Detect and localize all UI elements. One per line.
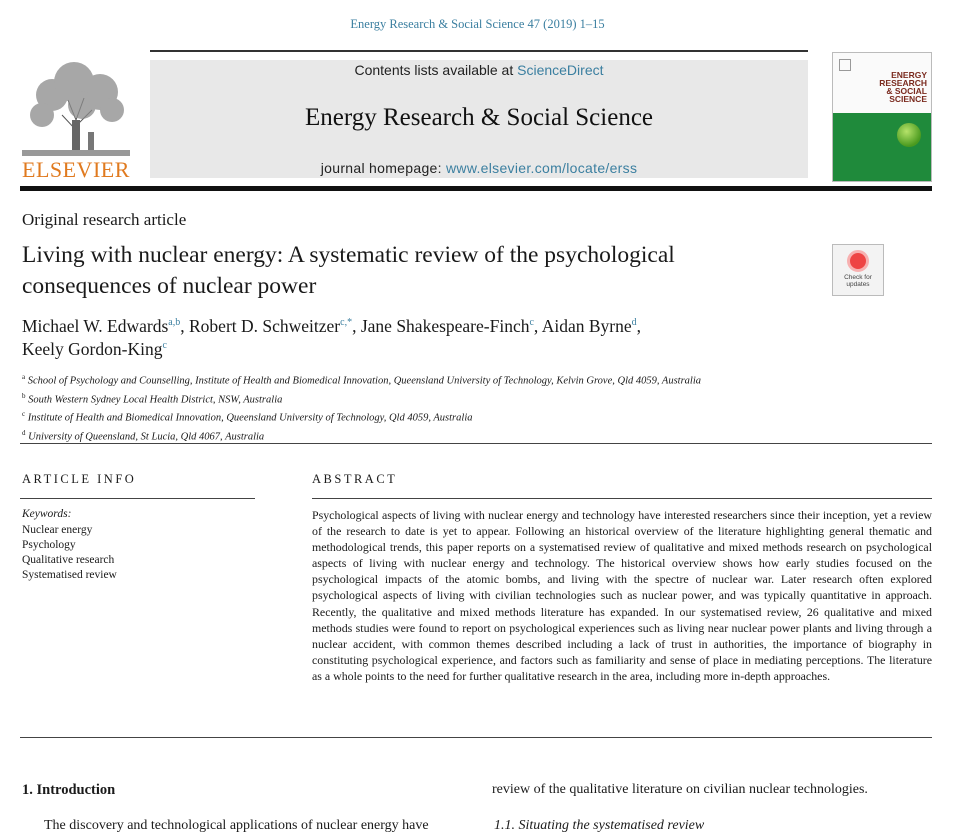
author-affil-mark[interactable]: c,* [340,317,353,329]
contents-prefix: Contents lists available at [354,62,518,78]
author-name[interactable]: Aidan Byrne [541,316,632,336]
author-affil-mark[interactable]: c [162,340,167,352]
affiliation-list [22,370,701,444]
section-rule-bottom [20,737,932,738]
author-separator: , [533,316,542,336]
check-for-updates-button[interactable] [832,244,884,296]
bookmark-icon [847,250,869,272]
right-column-first-line: review of the qualitative literature on civilian nuclear technologies. [492,782,868,797]
journal-citation[interactable]: Energy Research & Social Science 47 (2019) 1–15 [350,17,605,31]
abstract-heading: ABSTRACT [312,472,398,486]
homepage-link[interactable]: www.elsevier.com/locate/erss [446,160,638,176]
elsevier-tree-logo [22,60,130,156]
affiliation-text: South Western Sydney Local Health District, NSW, Australia [28,394,283,405]
author-separator: , [352,316,361,336]
author-list [22,315,922,361]
abstract-text: Psychological aspects of living with nuclear energy and technology have interested researchers since their inception, yet a review of the research to date is yet to appear. Following an historical overview of the literature highlighting general thematic and methodological trends, this paper reports on a systematised review of qualitative and mixed methods research on psychological aspects of living with nuclear energy and technology. The historical overview shows how early studies focused on the psychological impacts of the atomic bombs, and living with the spectre of nuclear war. Later research often explored psychological aspects of living with civilian technologies such as nuclear power, and was typically quantitative in approach. Recently, the qualitative and mixed methods literature has expanded. In our systematised review, 26 qualitative and mixed methods studies were found to report on psychological experiences such as living near nuclear power plants and living through a nuclear accident, with common themes described including a lack of trust in authorities, the importance of biography in constituting psychological experience, and factors such as familiarity and sense of place in mediating perceptions. The literature as a whole points to the need for further qualitative research in the area, including more in-depth approaches. [312,508,932,683]
keyword-item[interactable]: Qualitative research [22,554,115,566]
cover-publisher-icon [839,59,851,71]
sciencedirect-link[interactable]: ScienceDirect [517,62,604,78]
author-affil-mark[interactable]: d [631,317,637,329]
header-thick-rule [20,186,932,191]
author-name[interactable]: Michael W. Edwards [22,316,169,336]
badge-label [833,274,883,288]
cover-title-line: & SOCIAL [886,86,927,96]
cover-title-line: ENERGY [891,70,927,80]
affiliation-text: Institute of Health and Biomedical Innovation, Queensland University of Technology, Qld 4059, Australia [27,412,473,424]
badge-line: Check for [844,274,872,281]
affiliation-item [22,407,701,426]
homepage-prefix: journal homepage: [320,160,446,176]
affiliation-item [22,370,701,389]
author-name[interactable]: Keely Gordon-King [22,339,163,359]
cover-title-line: SCIENCE [889,94,927,104]
author-affil-mark[interactable]: a,b [168,317,181,329]
affiliation-mark: c [22,410,26,418]
author-affil-mark[interactable]: c [529,317,534,329]
keyword-item[interactable]: Nuclear energy [22,524,93,536]
journal-title: Energy Research & Social Science [304,104,654,131]
badge-line: updates [846,281,870,288]
journal-cover-thumbnail[interactable] [832,52,932,182]
article-type: Original research article [22,210,187,229]
abstract-rule [312,498,932,499]
globe-icon [897,123,921,147]
author-separator: , [180,316,189,336]
keyword-item[interactable]: Psychology [22,539,76,551]
header-rule [150,50,808,52]
introduction-heading: 1. Introduction [22,782,116,798]
keyword-list [22,523,117,583]
article-info-heading: ARTICLE INFO [22,472,137,486]
affiliation-mark: d [22,428,26,437]
author-name[interactable]: Robert D. Schweitzer [189,316,341,336]
subsection-heading: 1.1. Situating the systematised review [494,818,705,833]
affiliation-text: University of Queensland, St Lucia, Qld 4067, Australia [28,431,265,442]
homepage-line [150,160,808,176]
author-name[interactable]: Jane Shakespeare-Finch [360,316,530,336]
publisher-wordmark[interactable]: ELSEVIER [22,157,130,182]
introduction-first-line: The discovery and technological applications of nuclear energy have [44,818,429,833]
affiliation-text: School of Psychology and Counselling, Institute of Health and Biomedical Innovation, Queensland University of Technology, Kelvin Grove, Qld 4059, Australia [27,375,702,387]
section-rule [20,443,932,444]
cover-title-line: RESEARCH [879,78,927,88]
cover-title [879,71,927,103]
contents-line [150,62,808,78]
article-title: Living with nuclear energy: A systematic review of the psychological consequences of nuclear power [22,242,675,299]
affiliation-item [22,389,701,408]
cover-green-band [833,113,931,181]
affiliation-mark: b [22,391,26,400]
author-separator: , [636,316,642,336]
article-info-rule [20,498,255,499]
affiliation-item [22,426,701,445]
affiliation-mark: a [22,373,26,381]
keyword-item[interactable]: Systematised review [22,569,117,581]
keywords-label: Keywords: [22,508,72,520]
